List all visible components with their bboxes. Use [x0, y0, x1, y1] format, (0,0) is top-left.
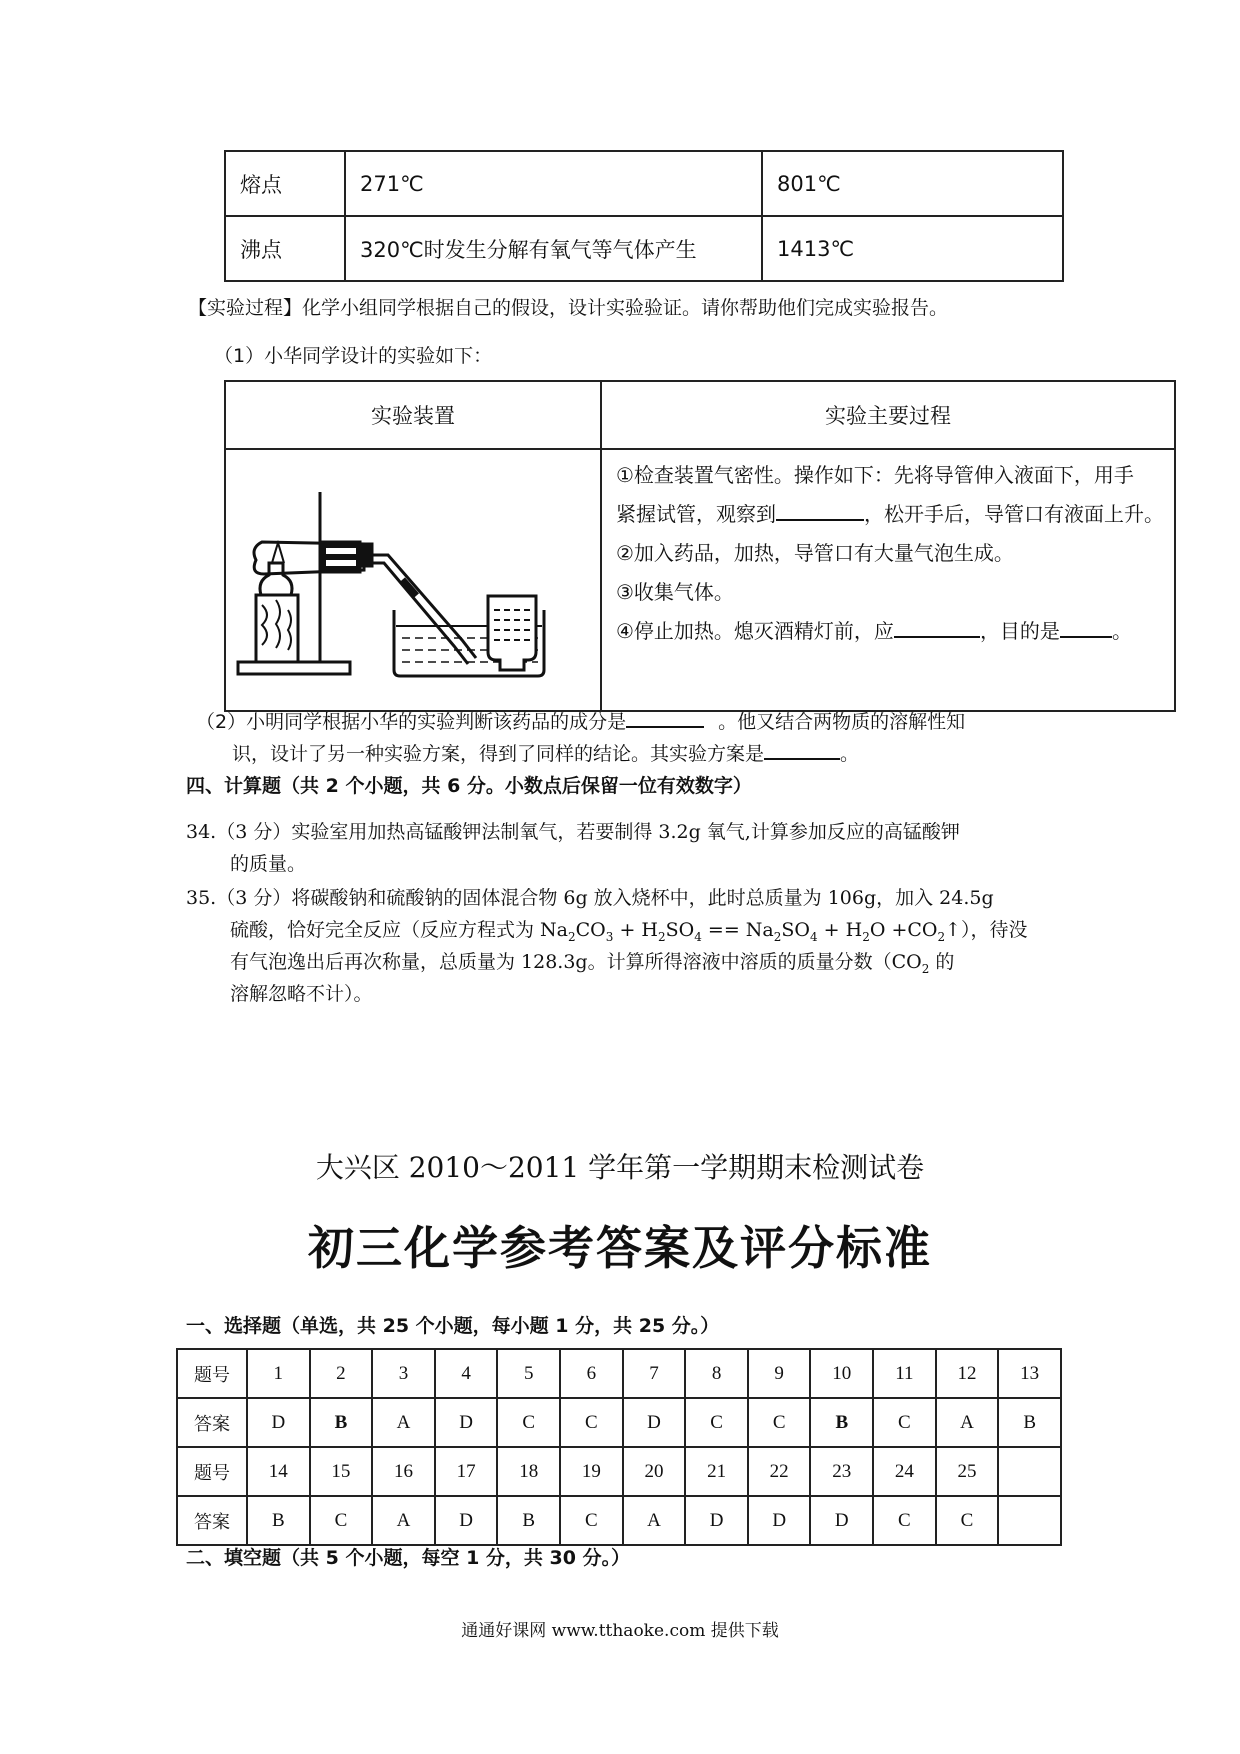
section4-title: 四、计算题（共 2 个小题，共 6 分。小数点后保留一位有效数字）	[186, 775, 752, 797]
step-3: ③收集气体。	[616, 580, 734, 604]
answer-blank[interactable]	[894, 614, 980, 638]
header-process: 实验主要过程	[601, 381, 1175, 449]
question-number: 13	[998, 1349, 1061, 1398]
q35-line2: 硫酸，恰好完全反应（反应方程式为 $Na_2CO_3 + H_2SO_4 == Na_2SO_4 + H_2O$ $+CO_2↑$），待没	[230, 919, 1028, 944]
question-number: 18	[497, 1447, 560, 1496]
question-number: 9	[748, 1349, 811, 1398]
question-number: 8	[685, 1349, 748, 1398]
table-row	[225, 449, 1175, 711]
answer-cell: A	[372, 1398, 435, 1447]
table-row	[225, 216, 1063, 281]
property-table	[224, 150, 1064, 282]
table-row	[177, 1447, 1061, 1496]
question-number: 11	[873, 1349, 936, 1398]
answer-cell: B	[810, 1398, 873, 1447]
property-name: 沸点	[225, 216, 345, 281]
answer-blank[interactable]	[764, 738, 840, 760]
row-label: 题号	[177, 1349, 247, 1398]
q34-line1: 34.（3 分）实验室用加热高锰酸钾法制氧气，若要制得 3.2g 氧气,计算参加反应的高锰酸钾	[186, 821, 960, 843]
question-number: 24	[873, 1447, 936, 1496]
question-number: 12	[936, 1349, 999, 1398]
table-row	[225, 151, 1063, 216]
answer-cell: C	[748, 1398, 811, 1447]
answer-cell: D	[810, 1496, 873, 1545]
row-label: 答案	[177, 1496, 247, 1545]
question-number	[998, 1447, 1061, 1496]
question-number: 17	[435, 1447, 498, 1496]
apparatus-diagram	[226, 450, 598, 706]
answer-cell: C	[936, 1496, 999, 1545]
row-label: 题号	[177, 1447, 247, 1496]
steps-cell	[601, 449, 1175, 711]
answer-cell: D	[247, 1398, 310, 1447]
row-label: 答案	[177, 1398, 247, 1447]
question-number: 1	[247, 1349, 310, 1398]
apparatus-cell	[225, 449, 601, 711]
question-number: 10	[810, 1349, 873, 1398]
question-number: 15	[310, 1447, 373, 1496]
q34-line2: 的质量。	[230, 853, 307, 875]
question-number: 25	[936, 1447, 999, 1496]
answer-cell: C	[685, 1398, 748, 1447]
answer-cell: C	[497, 1398, 560, 1447]
answer-blank[interactable]	[1060, 614, 1112, 638]
question-number: 5	[497, 1349, 560, 1398]
question-number: 19	[560, 1447, 623, 1496]
question-number: 4	[435, 1349, 498, 1398]
answer-cell	[998, 1496, 1061, 1545]
table-row	[177, 1496, 1061, 1545]
answer-cell: D	[748, 1496, 811, 1545]
answer-cell: C	[873, 1496, 936, 1545]
question-number: 14	[247, 1447, 310, 1496]
answer-cell: D	[435, 1496, 498, 1545]
answer-cell: B	[497, 1496, 560, 1545]
answer-cell: B	[998, 1398, 1061, 1447]
step-1b: 紧握试管，观察到 ，松开手后，导管口有液面上升。	[616, 495, 1164, 534]
answer-table	[176, 1348, 1062, 1546]
step-2: ②加入药品，加热，导管口有大量气泡生成。	[616, 541, 1014, 565]
question-number: 16	[372, 1447, 435, 1496]
section1-title: 一、选择题（单选，共 25 个小题，每小题 1 分，共 25 分。）	[186, 1315, 720, 1337]
question-number: 22	[748, 1447, 811, 1496]
answer-cell: A	[623, 1496, 686, 1545]
section2-title: 二、填空题（共 5 个小题，每空 1 分，共 30 分。）	[186, 1547, 631, 1569]
question-number: 7	[623, 1349, 686, 1398]
question-number: 23	[810, 1447, 873, 1496]
part2-line1: （2）小明同学根据小华的实验判断该药品的成分是 。他又结合两物质的溶解性知	[196, 706, 965, 739]
q35-line1: 35.（3 分）将碳酸钠和硫酸钠的固体混合物 6g 放入烧杯中，此时总质量为 106g，加入 24.5g	[186, 887, 994, 909]
question-number: 21	[685, 1447, 748, 1496]
q35-line4: 溶解忽略不计）。	[230, 983, 373, 1005]
property-value: 801℃	[762, 151, 1063, 216]
property-value: 271℃	[345, 151, 762, 216]
question-number: 6	[560, 1349, 623, 1398]
answer-cell: D	[685, 1496, 748, 1545]
question-number: 2	[310, 1349, 373, 1398]
answer-blank[interactable]	[776, 497, 864, 521]
answer-title: 初三化学参考答案及评分标准	[308, 1221, 932, 1275]
table-row	[177, 1349, 1061, 1398]
answer-subtitle: 大兴区 2010～2011 学年第一学期期末检测试卷	[315, 1151, 925, 1184]
answer-cell: C	[560, 1496, 623, 1545]
process-intro: 【实验过程】化学小组同学根据自己的假设，设计实验验证。请你帮助他们完成实验报告。	[188, 297, 949, 319]
part1-intro: （1）小华同学设计的实验如下：	[214, 345, 493, 367]
part2-line2: 识，设计了另一种实验方案，得到了同样的结论。其实验方案是 。	[232, 738, 859, 771]
page-footer: 通通好课网 www.tthaoke.com 提供下载	[461, 1621, 779, 1641]
answer-cell: A	[372, 1496, 435, 1545]
table-header-row	[225, 381, 1175, 449]
experiment-table	[224, 380, 1176, 712]
question-number: 20	[623, 1447, 686, 1496]
answer-blank[interactable]	[626, 706, 704, 728]
answer-cell: D	[623, 1398, 686, 1447]
property-value: 1413℃	[762, 216, 1063, 281]
table-row	[177, 1398, 1061, 1447]
question-number: 3	[372, 1349, 435, 1398]
answer-cell: C	[310, 1496, 373, 1545]
step-1a: ①检查装置气密性。操作如下：先将导管伸入液面下，用手	[616, 463, 1134, 487]
answer-cell: B	[247, 1496, 310, 1545]
header-device: 实验装置	[225, 381, 601, 449]
answer-cell: C	[873, 1398, 936, 1447]
q35-line3: 有气泡逸出后再次称量，总质量为 128.3g。计算所得溶液中溶质的质量分数（$CO_2$ 的	[230, 951, 955, 976]
property-name: 熔点	[225, 151, 345, 216]
answer-cell: A	[936, 1398, 999, 1447]
answer-cell: C	[560, 1398, 623, 1447]
step-4: ④停止加热。熄灭酒精灯前，应 ，目的是 。	[616, 612, 1164, 651]
property-value: 320℃时发生分解有氧气等气体产生	[345, 216, 762, 281]
answer-cell: D	[435, 1398, 498, 1447]
answer-cell: B	[310, 1398, 373, 1447]
